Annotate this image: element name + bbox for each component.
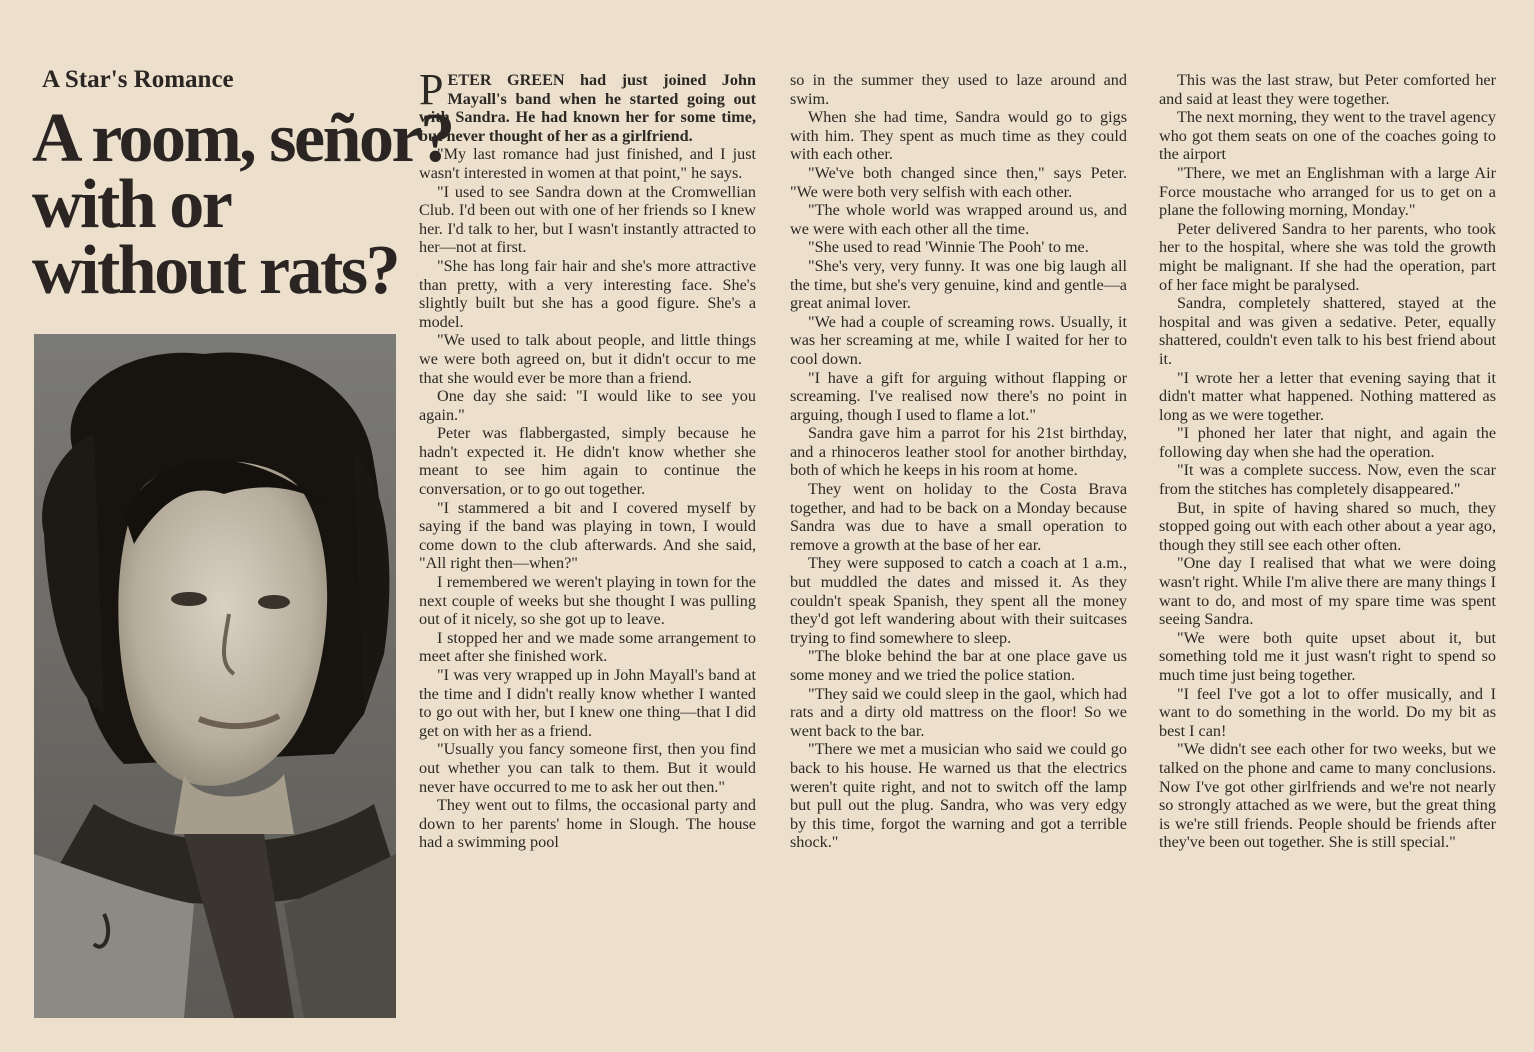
- paragraph: One day she said: "I would like to see you again.": [419, 387, 756, 424]
- paragraph: "She's very, very funny. It was one big laugh all the time, but she's very genuine, kind and gentle—a great animal lover.: [790, 256, 1127, 313]
- paragraph: They went out to films, the occasional party and down to her parents' home in Slough. The house had a swimming pool: [419, 796, 756, 852]
- paragraph: Peter delivered Sandra to her parents, who took her to the hospital, where she was told the growth might be malignant. If she had the operation, part of her face might be paralysed.: [1159, 219, 1496, 294]
- paragraph: "We used to talk about people, and little things we were both agreed on, but it didn't occur to me that she would ever be more than a friend.: [419, 331, 756, 387]
- paragraph: "They said we could sleep in the gaol, which had rats and a dirty old mattress on the floor! So we went back to the bar.: [790, 684, 1127, 740]
- paragraph: "She used to read 'Winnie The Pooh' to me.: [808, 238, 1089, 257]
- headline-line-1: A room, señor?: [32, 100, 453, 177]
- paragraph: "I have a gift for arguing without flapping or screaming. I've realised now there's no point in arguing, though I used to flame a lot.": [790, 368, 1127, 424]
- paragraph: "We were both quite upset about it, but something told me it just wasn't right to spend so much time just being together.: [1159, 628, 1496, 684]
- headline: [32, 100, 453, 309]
- paragraph: "There we met a musician who said we could go back to his house. He warned us that the electrics weren't quite right, and not to switch off the lamp but pull out the plug. Sandra, who was very edgy by this time, forgot the warning and got a terrible shock.": [790, 740, 1127, 852]
- article-column-2: [790, 71, 1127, 852]
- paragraph: "The bloke behind the bar at one place gave us some money and we tried the police station.: [790, 647, 1127, 684]
- paragraph: "Usually you fancy someone first, then you find out whether you can talk to them. But it would never have occurred to me to ask her out then.": [419, 740, 756, 796]
- section-kicker: A Star's Romance: [42, 66, 234, 93]
- paragraph: "We didn't see each other for two weeks, but we talked on the phone and came to many conclusions. Now I've got other girlfriends and we're not nearly so strongly attached as we were, but the great thing is we're still friends. People should be friends after they've been out together. She is still special.": [1159, 740, 1496, 852]
- headline-line-2: with or: [32, 166, 231, 243]
- paragraph: They were supposed to catch a coach at 1 a.m., but muddled the dates and missed it. As they couldn't speak Spanish, they spent all the money they'd got left wandering about with their suitcases trying to find somewhere to sleep.: [790, 554, 1127, 647]
- paragraph: "I stammered a bit and I covered myself by saying if the band was playing in town, I would come down to the club afterwards. And she said, "All right then—when?": [419, 498, 756, 573]
- paragraph: "My last romance had just finished, and I just wasn't interested in women at that point," he says.: [419, 145, 756, 182]
- paragraph: They went on holiday to the Costa Brava together, and had to be back on a Monday because Sandra was due to have a small operation to remove a growth at the base of her ear.: [790, 480, 1127, 554]
- paragraph: Peter was flabbergasted, simply because he hadn't expected it. He didn't know whether she meant to see him again to continue the conversation, or to go out together.: [419, 424, 756, 499]
- paragraph: "I phoned her later that night, and again the following day when she had the operation.: [1159, 424, 1496, 461]
- paragraph: so in the summer they used to laze around and swim.: [790, 71, 1127, 108]
- paragraph: "I feel I've got a lot to offer musically, and I want to do something in the world. Do my bit as best I can!: [1159, 684, 1496, 740]
- paragraph: "It was a complete success. Now, even the scar from the stitches has completely disappeared.": [1159, 461, 1496, 499]
- paragraph: Sandra gave him a parrot for his 21st birthday, and a rhinoceros leather stool for another birthday, both of which he keeps in his room at home.: [790, 424, 1127, 480]
- paragraph: When she had time, Sandra would go to gigs with him. They spent as much time as they could with each other.: [790, 108, 1127, 164]
- lead-paragraph: [419, 65, 756, 145]
- paragraph: "The whole world was wrapped around us, and we were with each other all the time.: [790, 201, 1127, 238]
- paragraph: "One day I realised that what we were doing wasn't right. While I'm alive there are many things I want to do, and most of my spare time was spent seeing Sandra.: [1159, 554, 1496, 629]
- paragraph: I remembered we weren't playing in town for the next couple of weeks but she thought I was pulling out of it nicely, so she got up to leave.: [419, 573, 756, 629]
- paragraph: "There, we met an Englishman with a large Air Force moustache who arranged for us to get on a plane the following morning, Monday.": [1159, 163, 1496, 220]
- headline-line-3: without rats?: [32, 232, 399, 309]
- portrait-photo: [34, 334, 396, 1018]
- paragraph: The next morning, they went to the travel agency who got them seats on one of the coaches going to the airport: [1159, 108, 1496, 164]
- paragraph: "We've both changed since then," says Peter. "We were both very selfish with each other.: [790, 163, 1127, 201]
- paragraph: But, in spite of having shared so much, they stopped going out with each other about a year ago, though they still see each other often.: [1159, 498, 1496, 554]
- article-column-3: [1159, 71, 1496, 852]
- paragraph: This was the last straw, but Peter comforted her and said at least they were together.: [1159, 71, 1496, 108]
- paragraph: "I was very wrapped up in John Mayall's band at the time and I didn't really know whether I wanted to go out with her, but I knew one thing—that I did get on with her as a friend.: [419, 666, 756, 740]
- paragraph: "She has long fair hair and she's more attractive than pretty, with a very interesting face. She's slightly built but she has a good figure. She's a model.: [419, 256, 756, 331]
- paragraph: "We had a couple of screaming rows. Usually, it was her screaming at me, while I waited for her to cool down.: [790, 312, 1127, 368]
- drop-cap: P: [419, 65, 444, 114]
- paragraph: "I wrote her a letter that evening saying that it didn't matter what happened. Nothing mattered as long as we were together.: [1159, 368, 1496, 424]
- paragraph: I stopped her and we made some arrangement to meet after she finished work.: [419, 628, 756, 666]
- lead-text: ETER GREEN had just joined John Mayall's band when he started going out with Sandra. He had known her for some time, but never thought of her as a girlfriend.: [419, 71, 756, 145]
- paragraph: "I used to see Sandra down at the Cromwellian Club. I'd been out with one of her friends so I knew her. I'd talk to her, but I wasn't instantly attracted to her—not at first.: [419, 182, 756, 257]
- article-column-1: [419, 65, 756, 852]
- paragraph: Sandra, completely shattered, stayed at the hospital and was given a sedative. Peter, equally shattered, couldn't even talk to his best friend about it.: [1159, 294, 1496, 368]
